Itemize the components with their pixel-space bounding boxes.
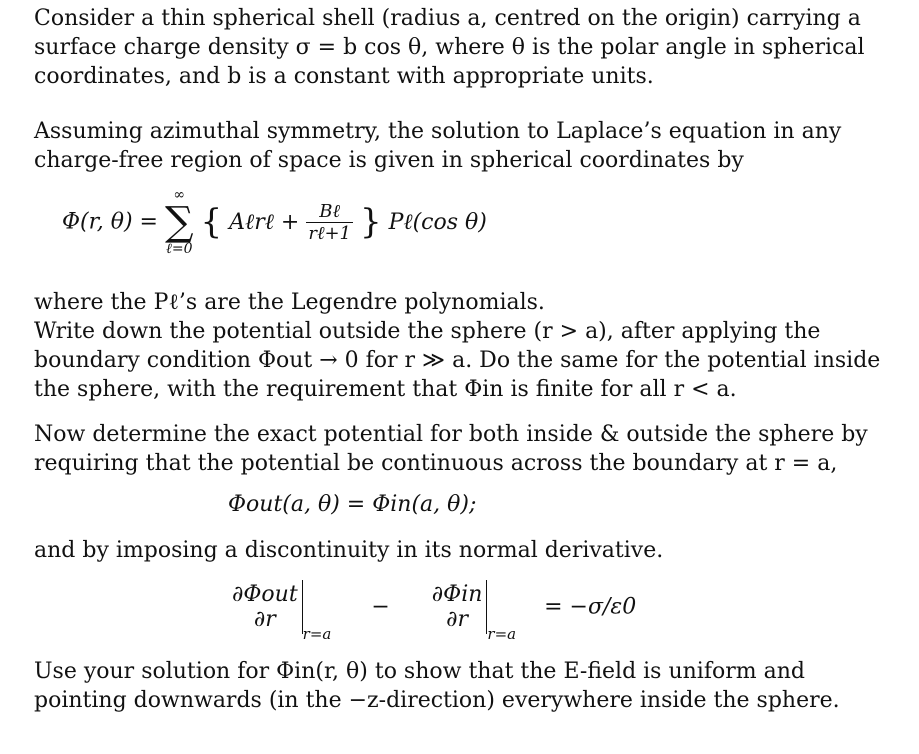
eval-sub-in: r=a — [487, 625, 517, 643]
fraction-b — [306, 201, 353, 244]
paragraph-continuity: Now determine the exact potential for both inside & outside the sphere by requiring that the potential be continuous across the boundary at r = a, — [34, 422, 868, 476]
fraction-b-denominator: rℓ+1 — [308, 222, 351, 244]
deriv-out-denominator: ∂r — [253, 607, 276, 632]
summation-sign — [165, 188, 194, 256]
sum-symbol: ∑ — [164, 199, 194, 245]
deriv-in-numerator: ∂Φin — [431, 582, 483, 607]
paragraph-efield-task: Use your solution for Φin(r, θ) to show that the E-field is uniform and pointing downwards (in the −z-direction) everywhere inside the sphere. — [34, 659, 840, 713]
fraction-deriv-in — [430, 582, 485, 632]
eval-bar-out — [302, 580, 303, 634]
close-brace: } — [359, 202, 382, 242]
derivative-rhs: = −σ/ε0 — [544, 594, 637, 620]
equation-continuity: Φout(a, θ) = Φin(a, θ); — [228, 492, 477, 517]
eval-sub-out: r=a — [302, 625, 332, 643]
deriv-in-denominator: ∂r — [446, 607, 469, 632]
paragraph-discontinuity: and by imposing a discontinuity in its normal derivative. — [34, 538, 664, 563]
sum-upper-limit: ∞ — [173, 187, 186, 203]
minus-sign: − — [371, 594, 390, 620]
legendre-term: Pℓ(cos θ) — [388, 210, 487, 235]
open-brace: { — [200, 202, 223, 242]
paragraph-laplace-intro: Assuming azimuthal symmetry, the solution to Laplace’s equation in any charge-free region of space is given in spherical coordinates by — [34, 119, 842, 173]
term-a: Aℓrℓ + — [229, 210, 300, 235]
eval-bar-in — [486, 580, 487, 634]
deriv-out-numerator: ∂Φout — [232, 582, 298, 607]
sum-lower-limit: ℓ=0 — [166, 241, 193, 257]
fraction-deriv-out — [230, 582, 300, 632]
paragraph-legendre-note: where the Pℓ’s are the Legendre polynomials. — [34, 290, 545, 315]
fraction-b-numerator: Bℓ — [319, 200, 341, 222]
paragraph-problem-setup: Consider a thin spherical shell (radius a, centred on the origin) carrying a surface charge density σ = b cos θ, where θ is the polar angle in spherical coordinates, and b is a constant with appropriate units. — [34, 6, 865, 89]
equation-derivative-jump — [230, 580, 636, 643]
laplace-lhs: Φ(r, θ) = — [62, 209, 158, 235]
equation-laplace-solution — [62, 188, 487, 256]
paragraph-boundary-conditions: Write down the potential outside the sphere (r > a), after applying the boundary condition Φout → 0 for r ≫ a. Do the same for the potential inside the sphere, with the requirement that Φin is finite for all r < a. — [34, 319, 881, 402]
